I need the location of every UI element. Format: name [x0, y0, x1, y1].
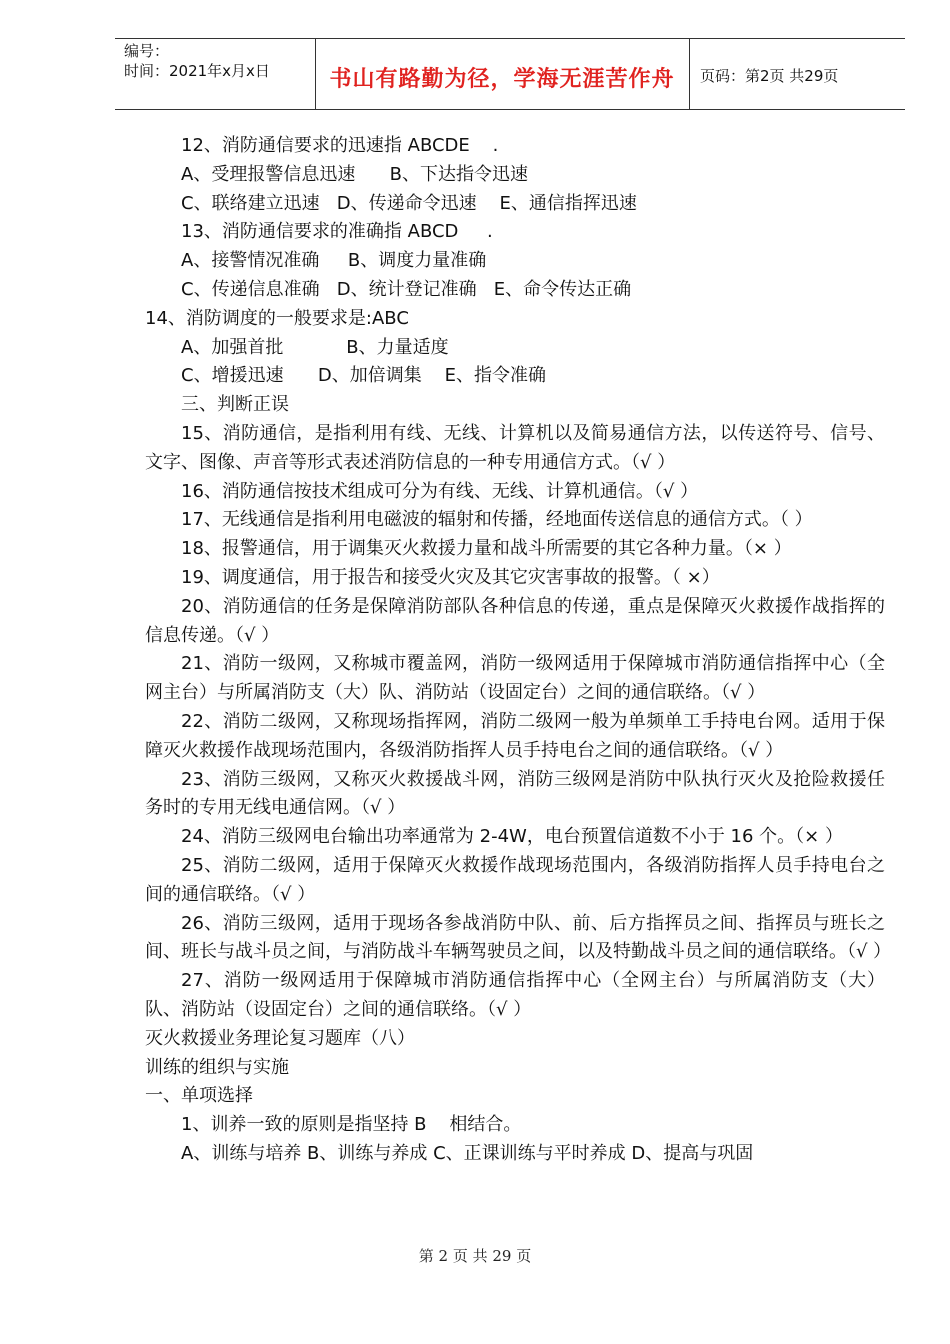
judgement-item: 26、消防三级网，适用于现场各参战消防中队、前、后方指挥员之间、指挥员与班长之间、班长与战斗员之间，与消防战斗车辆驾驶员之间，以及特勤战斗员之间的通信联络。（√ ）: [145, 912, 892, 963]
question-line: 14、消防调度的一般要求是:ABC: [145, 307, 409, 329]
header-page-cell: [690, 39, 905, 109]
option-line: C、联络建立迅速 D、传递命令迅速 E、通信指挥迅速: [181, 192, 637, 214]
judgement-item: 15、消防通信，是指利用有线、无线、计算机以及简易通信方法，以传送符号、信号、文字、图像、声音等形式表述消防信息的一种专用通信方式。（√ ）: [145, 422, 885, 473]
judgement-item: 27、消防一级网适用于保障城市消防通信指挥中心（全网主台）与所属消防支（大）队、消防站（设固定台）之间的通信联络。（√ ）: [145, 970, 885, 1020]
doc-time-label: 时间：2021年x月x日: [124, 62, 270, 80]
option-line: A、接警情况准确 B、调度力量准确: [181, 250, 487, 272]
header-page-info: 页码：第2页 共29页: [700, 67, 839, 85]
header-meta: [115, 39, 316, 109]
page-footer: 第 2 页 共 29 页: [418, 1247, 532, 1265]
document-body: [145, 132, 892, 1169]
header-motto: 书山有路勤为径，学海无涯苦作舟: [329, 66, 675, 92]
option-line: C、传递信息准确 D、统计登记准确 E、命令传达正确: [181, 278, 632, 300]
option-line: C、增援迅速 D、加倍调集 E、指令准确: [181, 365, 547, 387]
header-motto-cell: [315, 39, 690, 109]
judgement-item: 16、消防通信按技术组成可分为有线、无线、计算机通信。（√ ）: [181, 480, 699, 502]
question-line: 13、消防通信要求的准确指 ABCD .: [181, 221, 493, 243]
judgement-item: 24、消防三级网电台输出功率通常为 2-4W，电台预置信道数不小于 16 个。（× ）: [181, 826, 843, 848]
judgement-item: 19、调度通信，用于报告和接受火灾及其它灾害事故的报警。（ ×）: [181, 566, 720, 588]
judgement-item: 17、无线通信是指利用电磁波的辐射和传播，经地面传送信息的通信方式。（ ）: [181, 509, 813, 531]
chapter-title: 灭火救援业务理论复习题库（八）: [145, 1027, 415, 1049]
judgement-item: 22、消防二级网，又称现场指挥网，消防二级网一般为单频单工手持电台网。适用于保障灭火救援作战现场范围内，各级消防指挥人员手持电台之间的通信联络。（√ ）: [145, 710, 885, 761]
option-line: A、受理报警信息迅速 B、下达指令迅速: [181, 163, 528, 185]
doc-number-label: 编号：: [124, 42, 170, 60]
question-line: 1、训养一致的原则是指坚持 B 相结合。: [181, 1114, 522, 1136]
judgement-item: 21、消防一级网，又称城市覆盖网，消防一级网适用于保障城市消防通信指挥中心（全网主台）与所属消防支（大）队、消防站（设固定台）之间的通信联络。（√ ）: [145, 653, 885, 704]
option-line: A、训练与培养 B、训练与养成 C、正课训练与平时养成 D、提高与巩固: [181, 1142, 754, 1164]
page-header: [115, 38, 905, 110]
judgement-item: 25、消防二级网，适用于保障灭火救援作战现场范围内，各级消防指挥人员手持电台之间的通信联络。（√ ）: [145, 854, 885, 905]
judgement-item: 20、消防通信的任务是保障消防部队各种信息的传递，重点是保障灭火救援作战指挥的信息传递。（√ ）: [145, 595, 885, 646]
question-line: 12、消防通信要求的迅速指 ABCDE .: [181, 135, 499, 156]
section-heading: 一、单项选择: [145, 1085, 253, 1107]
judgement-item: 18、报警通信，用于调集灭火救援力量和战斗所需要的其它各种力量。（× ）: [181, 538, 792, 560]
section-heading: 三、判断正误: [181, 394, 289, 416]
option-line: A、加强首批 B、力量适度: [181, 336, 449, 358]
judgement-item: 23、消防三级网，又称灭火救援战斗网，消防三级网是消防中队执行灭火及抢险救援任务时的专用无线电通信网。（√ ）: [145, 768, 885, 819]
chapter-subtitle: 训练的组织与实施: [145, 1056, 289, 1078]
